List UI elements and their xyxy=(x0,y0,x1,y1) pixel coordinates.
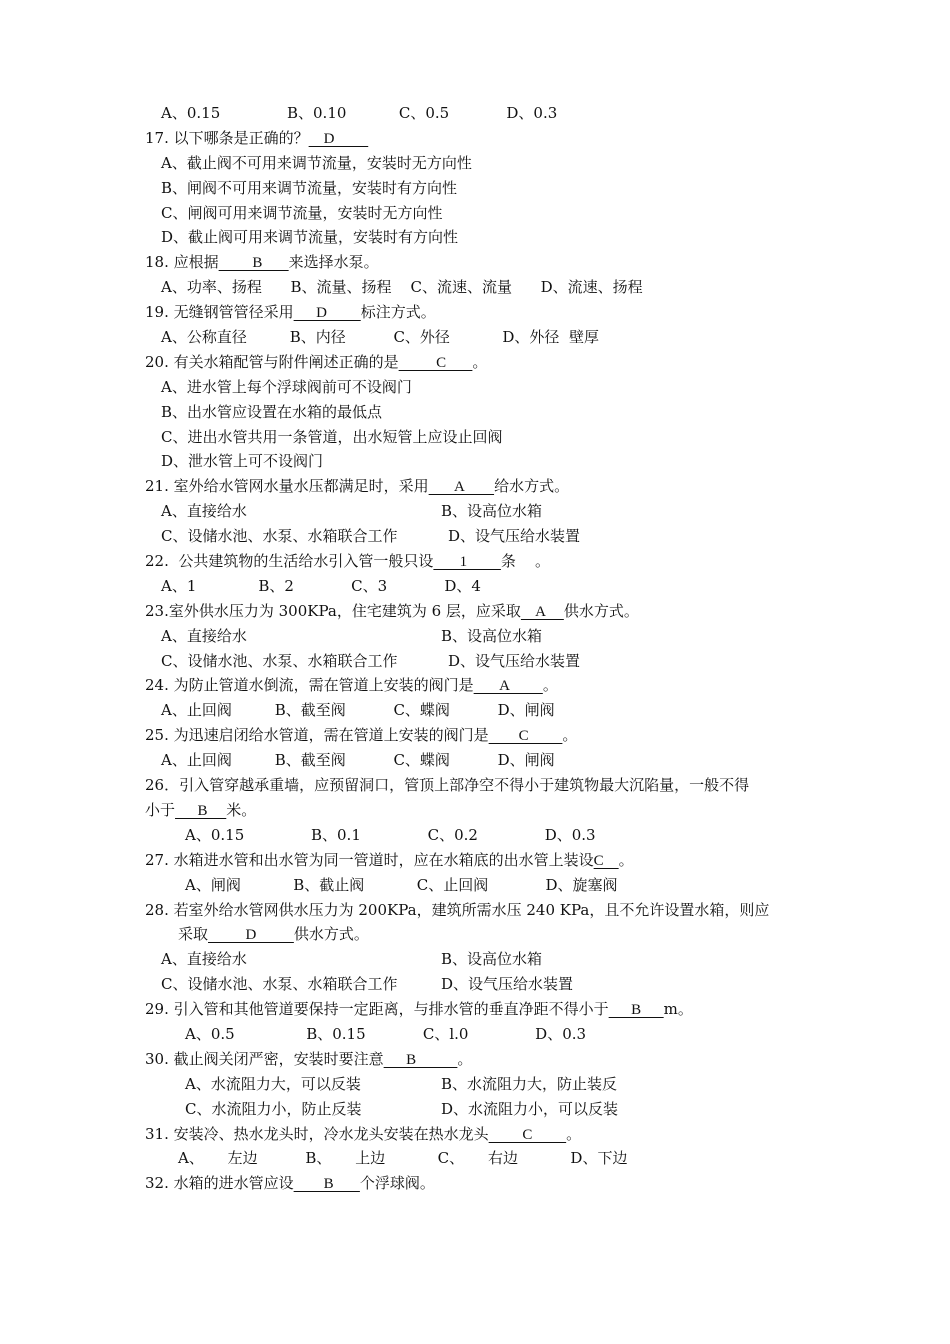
q20-answer: C xyxy=(398,354,473,371)
q28-stem-cont: 采取 D 供水方式。 xyxy=(145,922,815,947)
q28-stem: 28. 若室外给水管网供水压力为 200KPa，建筑所需水压 240 KPa，且不允许设置水箱，则应 xyxy=(145,900,770,919)
q31-stem: 31. 安装冷、热水龙头时，冷水龙头安装在热水龙头 C 。 xyxy=(145,1122,815,1147)
q18-options: A、功率、扬程 B、流量、扬程 C、流速、流量 D、流速、扬程 xyxy=(161,278,643,297)
q26-stem-cont: 小于 B 米。 xyxy=(145,798,815,823)
q17-option-d: D、截止阀可用来调节流量，安装时有方向性 xyxy=(161,228,459,247)
q25-stem: 25. 为迅速启闭给水管道，需在管道上安装的阀门是 C 。 xyxy=(145,723,815,748)
q24-stem: 24. 为防止管道水倒流，需在管道上安装的阀门是 A 。 xyxy=(145,673,815,698)
q18-answer: B xyxy=(218,255,289,272)
q20-option-a: A、进水管上每个浮球阀前可不设阀门 xyxy=(161,377,412,396)
q32-stem: 32. 水箱的进水管应设 B 个浮球阀。 xyxy=(145,1171,815,1196)
q18-stem: 18. 应根据 B 来选择水泵。 xyxy=(145,250,815,275)
q20-option-b: B、出水管应设置在水箱的最低点 xyxy=(161,402,383,421)
q26-options: A、0.15 B、0.1 C、0.2 D、0.3 xyxy=(185,825,596,844)
q23-options-cd: C、设储水池、水泵、水箱联合工作 D、设气压给水装置 xyxy=(161,651,581,670)
q30-options-ab: A、水流阻力大，可以反装 B、水流阻力大，防止装反 xyxy=(185,1074,618,1093)
q21-stem: 21. 室外给水管网水量水压都满足时，采用 A 给水方式。 xyxy=(145,474,815,499)
q21-options-cd: C、设储水池、水泵、水箱联合工作 D、设气压给水装置 xyxy=(161,527,581,546)
q17-option-c: C、闸阀可用来调节流量，安装时无方向性 xyxy=(161,203,443,222)
q27-stem: 27. 水箱进水管和出水管为同一管道时，应在水箱底的出水管上装设C 。 xyxy=(145,848,815,873)
q29-stem: 29. 引入管和其他管道要保持一定距离，与排水管的垂直净距不得小于 B m。 xyxy=(145,997,815,1022)
q30-options-cd: C、水流阻力小，防止反装 D、水流阻力小，可以反装 xyxy=(185,1099,619,1118)
q32-answer: B xyxy=(293,1176,360,1193)
q31-answer: C xyxy=(488,1126,567,1143)
q24-options: A、止回阀 B、截至阀 C、蝶阀 D、闸阀 xyxy=(161,701,555,720)
q26-stem: 26．引入管穿越承重墙，应预留洞口，管顶上部净空不得小于建筑物最大沉陷量，一般不得 xyxy=(145,776,750,795)
q19-options: A、公称直径 B、内径 C、外径 D、外径 壁厚 xyxy=(161,328,599,347)
q19-stem: 19. 无缝钢管管径采用 D 标注方式。 xyxy=(145,300,815,325)
q20-stem: 20. 有关水箱配管与附件阐述正确的是 C 。 xyxy=(145,350,815,375)
q31-options: A、 左边 B、 上边 C、 右边 D、下边 xyxy=(178,1149,628,1168)
q29-options: A、0.5 B、0.15 C、l.0 D、0.3 xyxy=(185,1024,587,1043)
q27-answer: C xyxy=(593,852,619,869)
q23-options-ab: A、直接给水 B、设高位水箱 xyxy=(161,626,543,645)
q17-option-b: B、闸阀不可用来调节流量，安装时有方向性 xyxy=(161,178,458,197)
q25-options: A、止回阀 B、截至阀 C、蝶阀 D、闸阀 xyxy=(161,751,555,770)
q17-answer: D xyxy=(308,130,369,147)
q22-stem: 22. 公共建筑物的生活给水引入管一般只设 1 条 。 xyxy=(145,549,815,574)
q23-answer: A xyxy=(520,603,564,620)
q27-options: A、闸阀 B、截止阀 C、止回阀 D、旋塞阀 xyxy=(185,875,618,894)
q22-options: A、1 B、2 C、3 D、4 xyxy=(161,576,481,595)
q21-options-ab: A、直接给水 B、设高位水箱 xyxy=(161,502,543,521)
q21-answer: A xyxy=(428,479,495,496)
q25-answer: C xyxy=(488,728,563,745)
q28-answer: D xyxy=(208,927,294,944)
q24-answer: A xyxy=(473,678,543,695)
q22-answer: 1 xyxy=(433,554,501,571)
q20-option-c: C、进出水管共用一条管道，出水短管上应设止回阀 xyxy=(161,427,503,446)
q28-options-cd: C、设储水池、水泵、水箱联合工作 D、设气压给水装置 xyxy=(161,975,574,994)
q23-stem: 23.室外供水压力为 300KPa，住宅建筑为 6 层，应采取 A 供水方式。 xyxy=(145,599,815,624)
q30-answer: B xyxy=(383,1051,458,1068)
q20-option-d: D、泄水管上可不设阀门 xyxy=(161,452,324,471)
question-list xyxy=(145,101,815,1196)
q26-answer: B xyxy=(175,802,227,819)
q16-options: A、0.15 B、0.10 C、0.5 D、0.3 xyxy=(161,104,558,122)
q29-answer: B xyxy=(608,1002,664,1019)
q17-option-a: A、截止阀不可用来调节流量，安装时无方向性 xyxy=(161,153,472,172)
q30-stem: 30. 截止阀关闭严密，安装时要注意 B 。 xyxy=(145,1047,815,1072)
q17-stem: 17. 以下哪条是正确的？ D xyxy=(145,126,815,151)
q19-answer: D xyxy=(293,305,361,322)
q28-options-ab: A、直接给水 B、设高位水箱 xyxy=(161,950,543,969)
